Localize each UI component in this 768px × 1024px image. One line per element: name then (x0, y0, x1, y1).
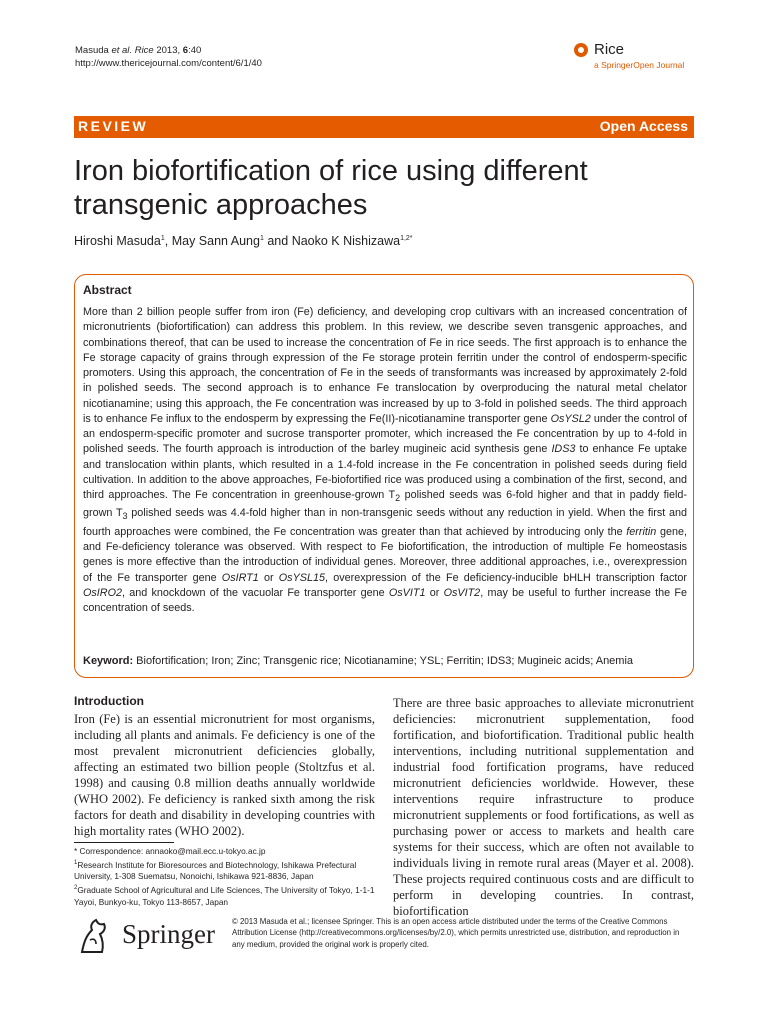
article-url[interactable]: http://www.thericejournal.com/content/6/1/40 (75, 58, 262, 69)
publisher-name: Springer (122, 919, 215, 949)
article-type-band (74, 116, 694, 138)
article-type: REVIEW (78, 118, 149, 134)
affiliation-1: Research Institute for Bioresources and Biotechnology, Ishikawa Prefectural University, 1-308 Suematsu, Nonoichi, Ishikawa 921-8836, Japan (74, 859, 357, 882)
body-column-right: There are three basic approaches to alleviate micronutrient deficiencies: micronutrient supplementation, food fortification, and biofortification. Traditional public health interventions, including nutritional supplementation and industrial food fortification programs, have reduced micronutrient deficiencies worldwide. However, these interventions require infrastructure to produce micronutrient supplements or food fortifications, as well as purchasing power or access to markets and health care systems for their success, which are often not available to individuals living in remote rural areas (Mayer et al. 2008). These projects required continuous costs and are difficult to perform in developing countries. In contrast, biofortification (393, 696, 694, 918)
rice-logo-icon (574, 43, 588, 57)
abstract-heading: Abstract (83, 283, 132, 297)
citation-header: Masuda et al. Rice 2013, 6:40 http://www.thericejournal.com/content/6/1/40 (75, 45, 262, 69)
author-list: Hiroshi Masuda$^1$, May Sann Aung$^1$ and Naoko K Nishizawa$^{1,2*}$ (74, 234, 413, 248)
correspondence: * Correspondence: annaoko@mail.ecc.u-tokyo.ac.jp (74, 846, 266, 856)
journal-tagline: a SpringerOpen Journal (594, 60, 685, 70)
license-text: © 2013 Masuda et al.; licensee Springer. This is an open access article distributed under the terms of the Creative Commons Attribution License (http://creativecommons.org/licenses/by/2.0), which permits unrestricted use, distribution, and reproduction in any medium, provided the original work is properly cited. (232, 917, 680, 949)
journal-name: Rice (594, 41, 625, 58)
body-column-left: Iron (Fe) is an essential micronutrient for most organisms, including all plants and animals. Fe deficiency is one of the most prevalent micronutrient deficiencies globally, affecting an estimated two billion people (Stoltzfus et al. 1998) and causing 0.8 million deaths annually worldwide (WHO 2002). Fe deficiency is ranked sixth among the risk factors for death and disability in developing countries with high mortality rates (WHO 2002). (74, 712, 375, 838)
keywords: Keyword: Biofortification; Iron; Zinc; Transgenic rice; Nicotianamine; YSL; Ferritin; IDS3; Mugineic acids; Anemia (83, 655, 634, 667)
affiliation-2: Graduate School of Agricultural and Life Sciences, The University of Tokyo, 1-1-1 Yayoi, Bunkyo-ku, Tokyo 113-8657, Japan (74, 884, 375, 907)
publisher-logo (74, 916, 215, 961)
abstract-text: More than 2 billion people suffer from iron (Fe) deficiency, and developing crop cultivars with an increased concentration of micronutrients (biofortification) can address this problem. In this review, we describe seven transgenic approaches, and combinations thereof, that can be used to increase the concentration of Fe in rice seeds. The first approach is to enhance the Fe storage capacity of grains through expression of the Fe storage protein ferritin under the control of endosperm-specific promoters. Using this approach, the concentration of Fe in the seeds of transformants was increased by approximately 2-fold in polished seeds. The second approach is to enhance Fe translocation by overproducing the natural metal chelator nicotianamine; using this approach, the Fe concentration was increased by up to 3-fold in polished seeds. The third approach is to enhance Fe influx to the endosperm by expressing the Fe(II)-nicotianamine transporter gene OsYSL2 under the control of an endosperm-specific promoter and sucrose transporter promoter, which increased the Fe concentration by up to 4-fold in polished seeds. The fourth approach is introduction of the barley mugineic acid synthesis gene IDS3 to enhance Fe uptake and translocation within plants, which resulted in a 1.4-fold increase in the Fe concentration in polished seeds during field cultivation. In addition to the above approaches, Fe-biofortified rice was produced using a combination of the first, second, and third approaches. The Fe concentration in greenhouse-grown $T_2$ polished seeds was 6-fold higher and that in paddy field-grown $T_3$ polished seeds was 4.4-fold higher than in non-transgenic seeds without any reduction in yield. When the first and fourth approaches were combined, the Fe concentration was greater than that achieved by introducing only the ferritin gene, and Fe-deficiency tolerance was observed. With respect to Fe biofortification, the introduction of multiple Fe homeostasis genes is more effective than the introduction of individual genes. Moreover, three additional approaches, i.e., overexpression of the Fe transporter gene OsIRT1 or OsYSL15, overexpression of the Fe deficiency-inducible bHLH transcription factor OsIRO2, and knockdown of the vacuolar Fe transporter gene OsVIT1 or OsVIT2, may be useful to further increase the Fe concentration of seeds. (83, 306, 688, 615)
footnotes: * Correspondence: annaoko@mail.ecc.u-tokyo.ac.jp $^1$Research Institute for Bioresources and Biotechnology, Ishikawa Prefectural University, 1-308 Suematsu, Nonoichi, Ishikawa 921-8836, Japan $^2$Graduate School of Agricultural and Life Sciences, The University of Tokyo, 1-1-1 Yayoi, Bunkyo-ku, Tokyo 113-8657, Japan (74, 846, 379, 909)
section-heading-introduction: Introduction (74, 694, 144, 708)
open-access-label: Open Access (599, 118, 688, 134)
footnote-rule (74, 842, 174, 843)
article-title: Iron biofortification of rice using different transgenic approaches (74, 155, 588, 221)
springer-horse-icon (74, 916, 114, 956)
